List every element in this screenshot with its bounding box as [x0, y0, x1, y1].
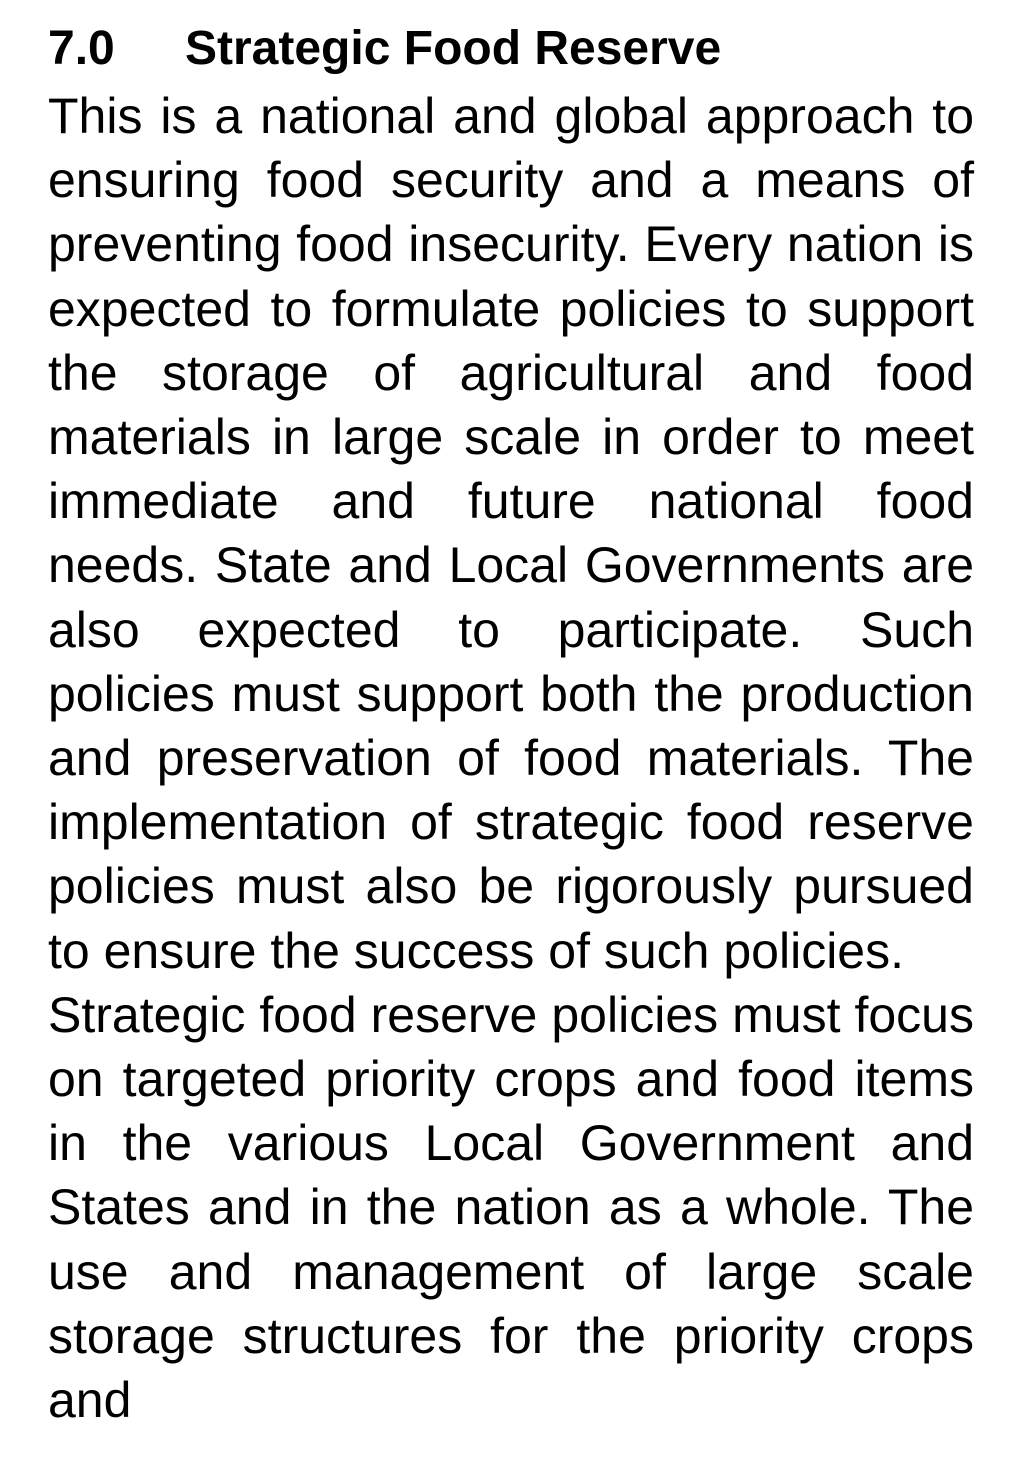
section-heading: [48, 20, 974, 78]
section-number: 7.0: [48, 22, 115, 75]
paragraph-2: Strategic food reserve policies must focus on targeted priority crops and food items in the various Local Government and States and in the nation as a whole. The use and management of large scale storage structures for the priority crops and: [48, 986, 974, 1429]
paragraph-1: This is a national and global approach to ensuring food security and a means of preventing food insecurity. Every nation is expected to formulate policies to support the storage of agricultural and food materials in large scale in order to meet immediate and future national food needs. State and Local Governments are also expected to participate. Such policies must support both the production and preservation of food materials. The implementation of strategic food reserve policies must also be rigorously pursued to ensure the success of such policies.: [48, 88, 974, 979]
document-page: [48, 20, 974, 1432]
section-title: Strategic Food Reserve: [185, 22, 722, 75]
